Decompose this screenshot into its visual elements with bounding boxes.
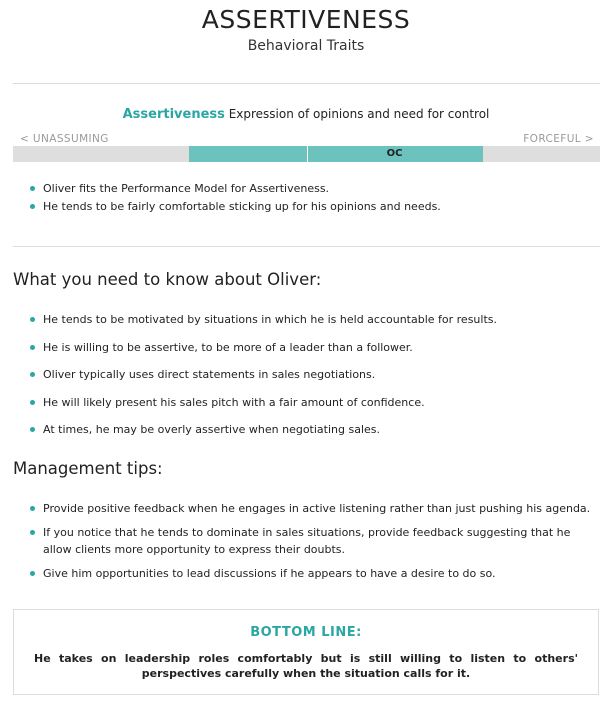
- list-item: He will likely present his sales pitch with a fair amount of confidence.: [30, 394, 602, 412]
- candidate-marker: OC: [386, 148, 403, 159]
- list-item: Provide positive feedback when he engages in active listening rather than just pushing his agenda.: [30, 500, 602, 517]
- list-item: If you notice that he tends to dominate in sales situations, provide feedback suggesting that he allow clients more opportunity to express their doubts.: [30, 524, 602, 558]
- report-header: [0, 0, 612, 56]
- list-item: He is willing to be assertive, to be more of a leader than a follower.: [30, 339, 602, 357]
- divider-middle: [13, 246, 600, 247]
- bottom-line-title: BOTTOM LINE:: [250, 625, 362, 640]
- list-item: He tends to be motivated by situations in which he is held accountable for results.: [30, 311, 602, 329]
- tips-heading: Management tips:: [13, 459, 163, 478]
- know-list: [30, 311, 602, 449]
- range-divider: [307, 146, 308, 162]
- list-item: Oliver typically uses direct statements in sales negotiations.: [30, 366, 602, 384]
- tips-list: [30, 500, 602, 589]
- scale-label-right: FORCEFUL >: [523, 133, 594, 145]
- page-title: ASSERTIVENESS: [201, 5, 411, 34]
- performance-model-range: [189, 146, 483, 162]
- list-item: Give him opportunities to lead discussions if he appears to have a desire to do so.: [30, 565, 602, 582]
- page-subtitle: Behavioral Traits: [247, 38, 365, 54]
- summary-list: [30, 180, 602, 216]
- list-item: He tends to be fairly comfortable sticking up for his opinions and needs.: [30, 198, 602, 216]
- bottom-line-text: He takes on leadership roles comfortably but is still willing to listen to others' perspectives carefully when the situation calls for it.: [34, 652, 578, 680]
- list-item: Oliver fits the Performance Model for Assertiveness.: [30, 180, 602, 198]
- divider-top: [13, 83, 600, 84]
- trait-heading: [0, 107, 612, 122]
- list-item: At times, he may be overly assertive when negotiating sales.: [30, 421, 602, 439]
- bottom-line-box: [13, 609, 599, 695]
- trait-description: Expression of opinions and need for control: [228, 107, 490, 121]
- trait-name: Assertiveness: [122, 107, 225, 122]
- trait-scale-bar: [13, 146, 600, 162]
- know-heading: What you need to know about Oliver:: [13, 270, 322, 289]
- scale-label-left: < UNASSUMING: [20, 133, 109, 145]
